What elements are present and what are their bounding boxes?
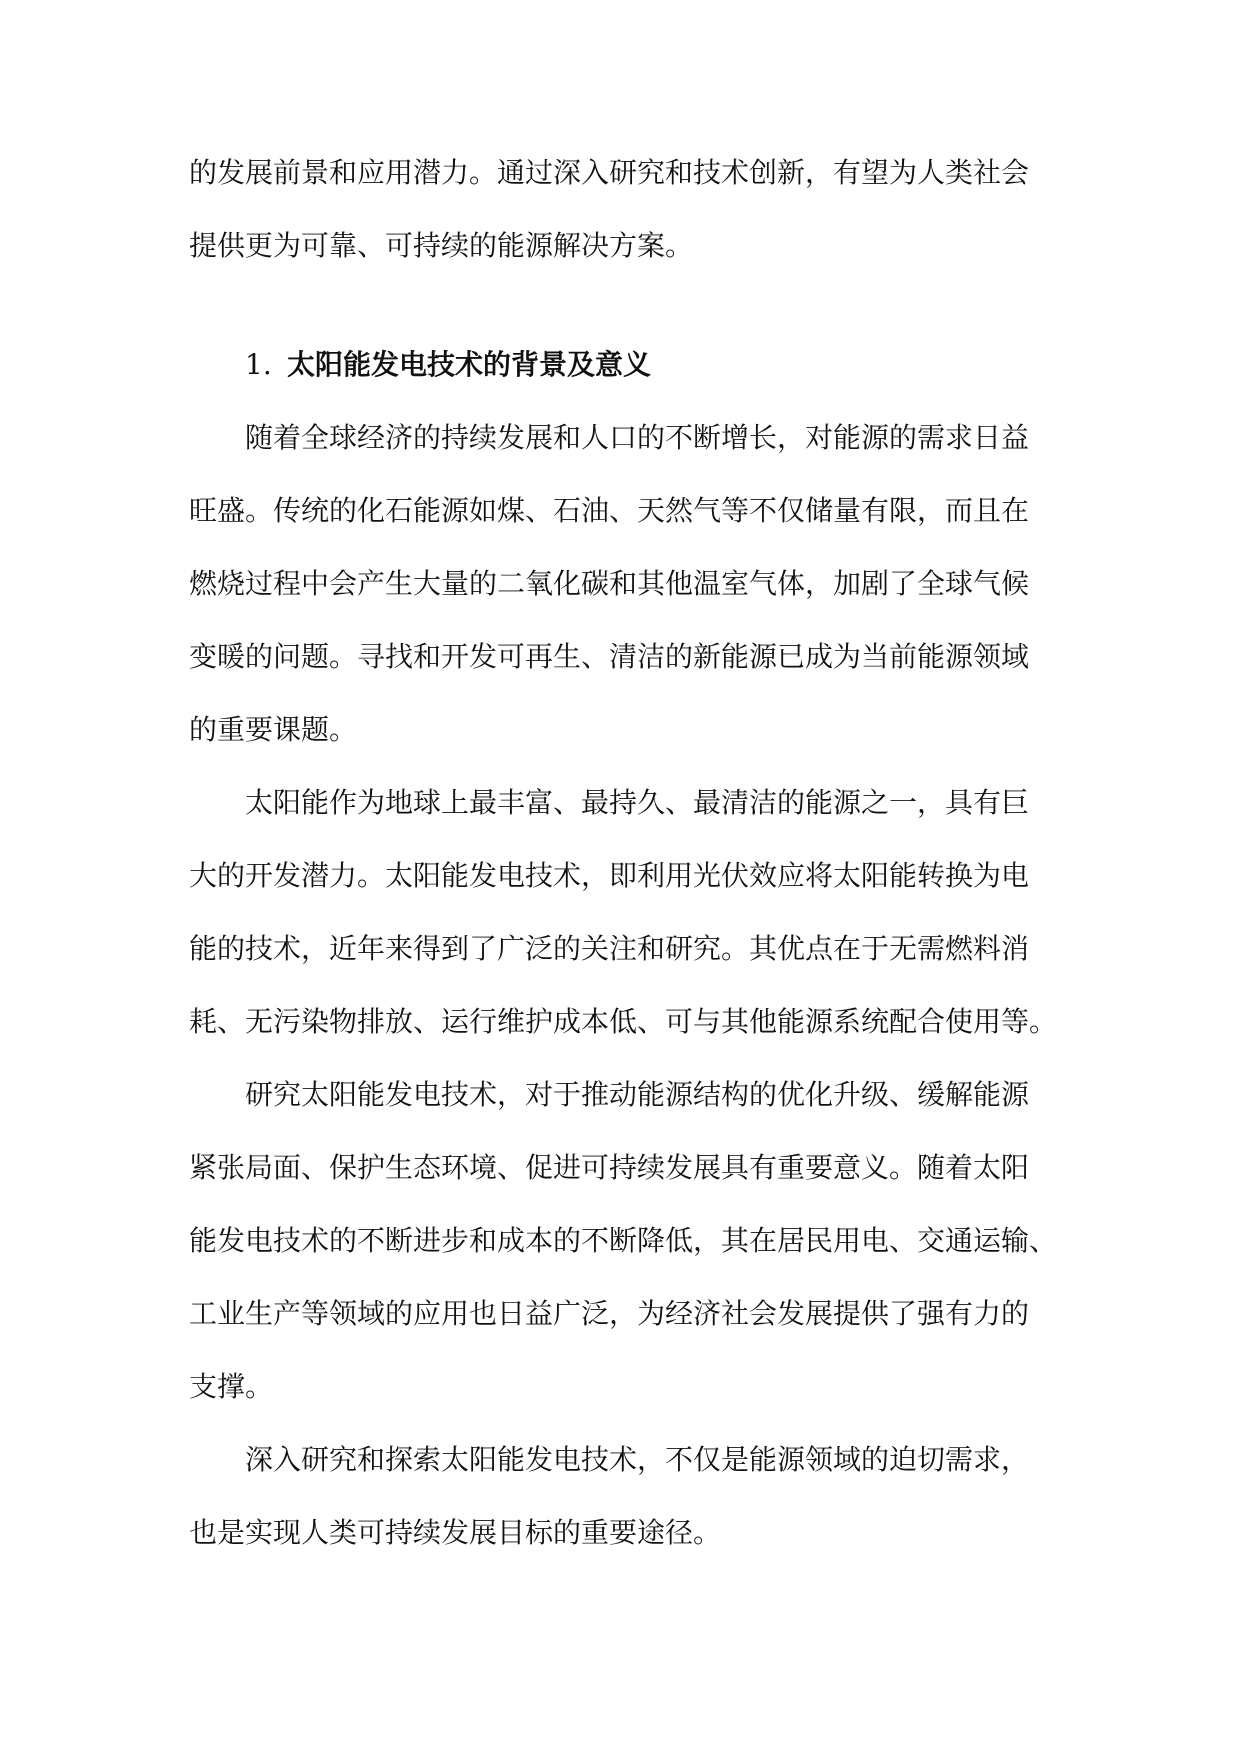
text-line: 支撑。	[189, 1370, 274, 1403]
text-line: 太阳能作为地球上最丰富、最持久、最清洁的能源之一，具有巨	[245, 786, 1030, 819]
body-paragraph-1	[189, 401, 1061, 766]
text-line: 变暖的问题。寻找和开发可再生、清洁的新能源已成为当前能源领域	[189, 640, 1030, 673]
text-line: 研究太阳能发电技术，对于推动能源结构的优化升级、缓解能源	[245, 1078, 1030, 1111]
text-line: 也是实现人类可持续发展目标的重要途径。	[189, 1516, 722, 1549]
section-title: 太阳能发电技术的背景及意义	[287, 348, 652, 381]
text-line: 耗、无污染物排放、运行维护成本低、可与其他能源系统配合使用等。	[189, 1005, 1058, 1038]
text-line: 大的开发潜力。太阳能发电技术，即利用光伏效应将太阳能转换为电	[189, 859, 1030, 892]
section-heading	[189, 328, 1061, 401]
section-number: 1.	[245, 348, 272, 381]
text-line: 工业生产等领域的应用也日益广泛，为经济社会发展提供了强有力的	[189, 1297, 1030, 1330]
text-line: 旺盛。传统的化石能源如煤、石油、天然气等不仅储量有限，而且在	[189, 494, 1030, 527]
body-paragraph-2	[189, 766, 1061, 1058]
text-line: 的重要课题。	[189, 713, 358, 746]
body-paragraph-3	[189, 1058, 1061, 1423]
text-line: 随着全球经济的持续发展和人口的不断增长，对能源的需求日益	[245, 421, 1030, 454]
intro-paragraph	[189, 136, 1061, 282]
text-line: 紧张局面、保护生态环境、促进可持续发展具有重要意义。随着太阳	[189, 1151, 1030, 1184]
document-page	[189, 136, 1061, 1569]
body-paragraph-4	[189, 1423, 1061, 1569]
text-line: 能发电技术的不断进步和成本的不断降低，其在居民用电、交通运输、	[189, 1224, 1058, 1257]
text-line: 的发展前景和应用潜力。通过深入研究和技术创新，有望为人类社会	[189, 156, 1030, 189]
text-line: 能的技术，近年来得到了广泛的关注和研究。其优点在于无需燃料消	[189, 932, 1030, 965]
spacer	[189, 282, 1061, 328]
text-line: 提供更为可靠、可持续的能源解决方案。	[189, 229, 694, 262]
text-line: 深入研究和探索太阳能发电技术，不仅是能源领域的迫切需求，	[245, 1443, 1030, 1476]
text-line: 燃烧过程中会产生大量的二氧化碳和其他温室气体，加剧了全球气候	[189, 567, 1030, 600]
